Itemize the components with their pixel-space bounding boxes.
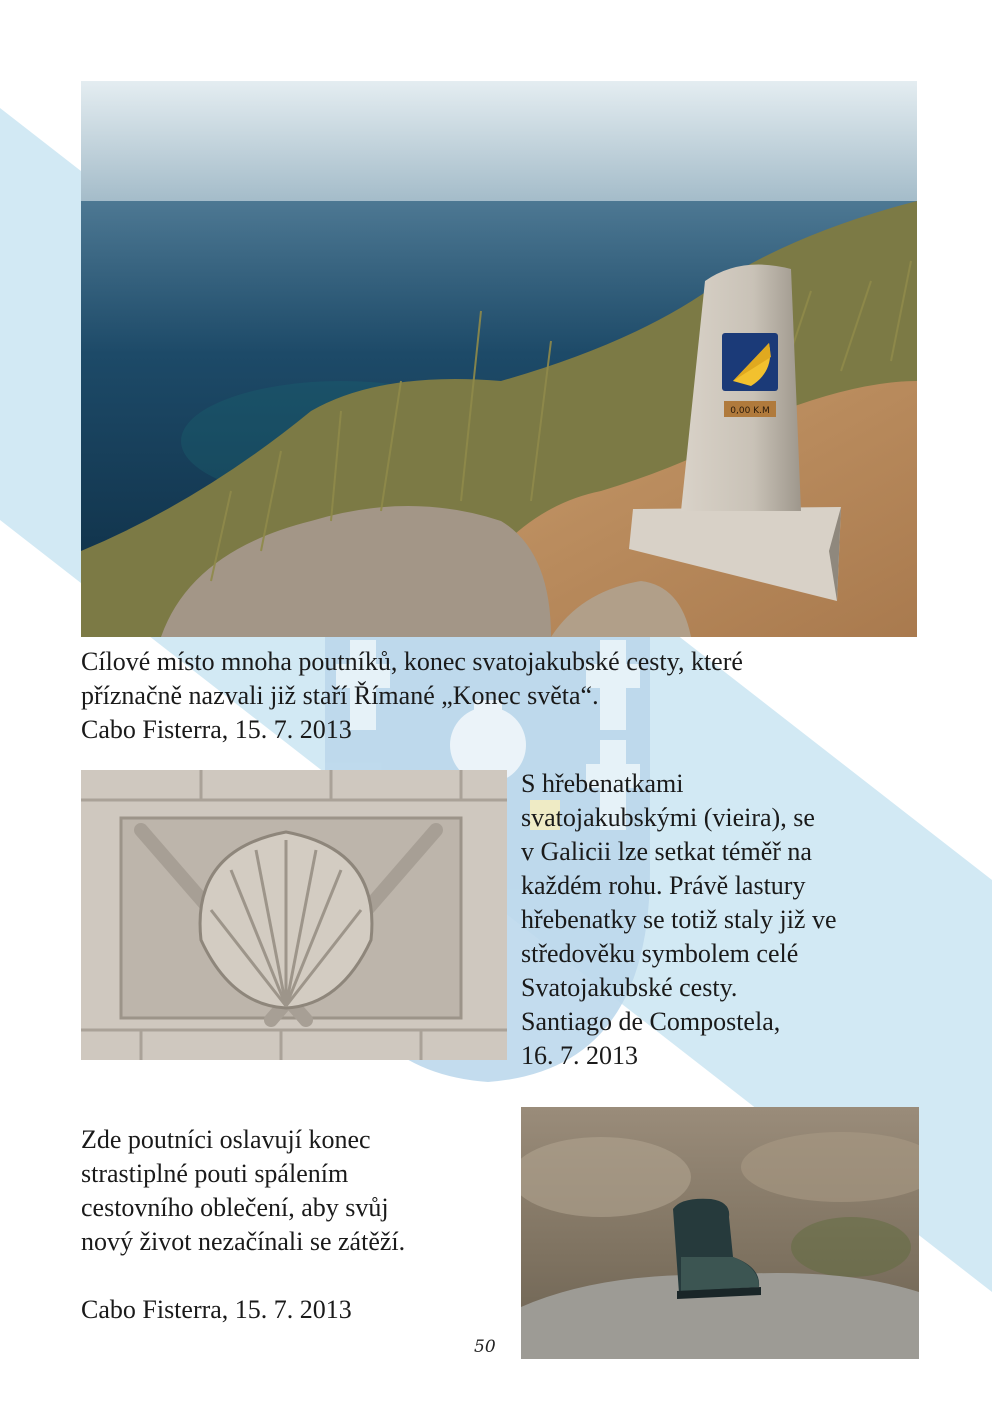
caption-shell-line: každém rohu. Právě lastury <box>521 871 806 900</box>
caption-top-line: příznačně nazvali již staří Římané „Konec světa“. <box>81 681 599 710</box>
caption-shell-line: v Galicii lze setkat téměř na <box>521 837 812 866</box>
photo-cabo-fisterra-marker <box>81 81 917 637</box>
caption-boot-line: strastiplné pouti spálením <box>81 1159 349 1188</box>
caption-shell-place: Santiago de Compostela, <box>521 1007 781 1036</box>
caption-boot-line: Zde poutníci oslavují konec <box>81 1125 371 1154</box>
caption-shell-line: hřebenatky se totiž staly již ve <box>521 905 837 934</box>
photo-scallop-relief <box>81 770 507 1060</box>
caption-shell-line: středověku symbolem celé <box>521 939 799 968</box>
caption-shell-date: 16. 7. 2013 <box>521 1041 638 1070</box>
page-number: 50 <box>474 1337 496 1357</box>
caption-shell-line: Svatojakubské cesty. <box>521 973 738 1002</box>
sky <box>81 81 917 211</box>
photo-bronze-boot <box>521 1107 919 1359</box>
caption-shell <box>521 767 837 1073</box>
caption-top-date: Cabo Fisterra, 15. 7. 2013 <box>81 715 352 744</box>
caption-boot-spacer <box>81 1259 405 1293</box>
caption-boot-line: cestovního oblečení, aby svůj <box>81 1193 389 1222</box>
caption-top-line: Cílové místo mnoha poutníků, konec svatojakubské cesty, které <box>81 647 743 676</box>
caption-boot <box>81 1123 405 1327</box>
caption-shell-line: svatojakubskými (vieira), se <box>521 803 815 832</box>
distance-plate-text: 0,00 K.M <box>730 406 770 416</box>
caption-boot-line: nový život nezačínali se zátěží. <box>81 1227 406 1256</box>
caption-top <box>81 645 743 747</box>
caption-boot-date: Cabo Fisterra, 15. 7. 2013 <box>81 1295 352 1324</box>
caption-shell-line: S hřebenatkami <box>521 769 684 798</box>
